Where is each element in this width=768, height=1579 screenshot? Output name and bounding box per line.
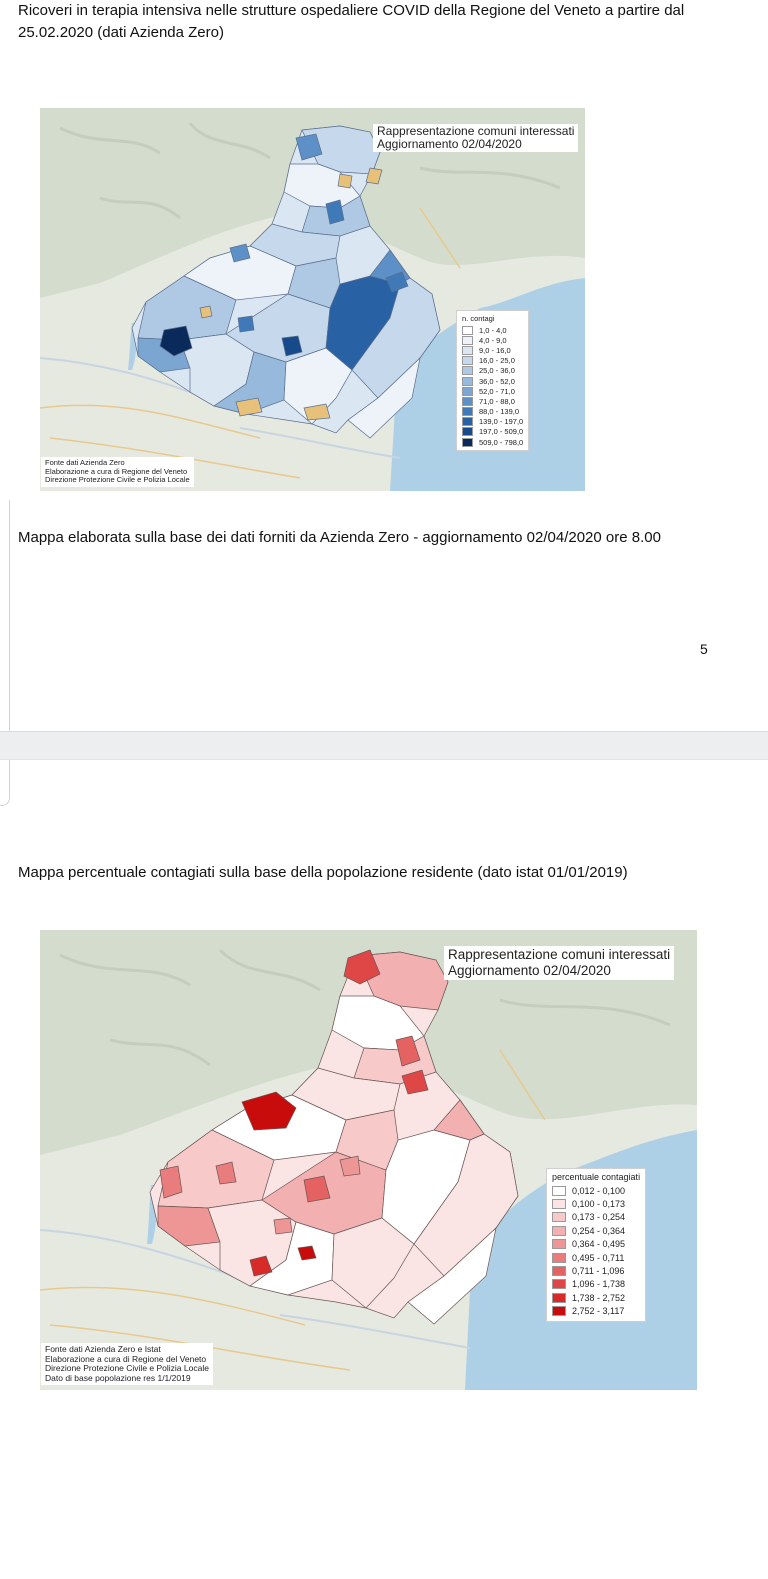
map2-legend-row <box>552 1305 640 1318</box>
map2-header <box>444 946 674 980</box>
map1-legend-swatch <box>462 346 473 355</box>
map2-legend-label: 0,495 - 0,711 <box>572 1252 625 1263</box>
map2-legend-swatch <box>552 1212 566 1222</box>
map1-legend-row <box>462 407 523 417</box>
map2-legend-row <box>552 1211 640 1224</box>
map2-legend-swatch <box>552 1239 566 1249</box>
map1-legend-row <box>462 396 523 406</box>
map2-legend-row <box>552 1238 640 1251</box>
map1-legend-row <box>462 335 523 345</box>
map1-caption: Mappa elaborata sulla base dei dati forniti da Azienda Zero - aggiornamento 02/04/2020 ore 8.00 <box>18 529 661 546</box>
map1-legend-row <box>462 345 523 355</box>
map1-legend-swatch <box>462 336 473 345</box>
map1-legend-swatch <box>462 438 473 447</box>
map1-legend-swatch <box>462 366 473 375</box>
map1-legend-swatch <box>462 397 473 406</box>
map2-legend-label: 0,711 - 1,096 <box>572 1266 625 1277</box>
map-percentuale-figure <box>40 930 697 1390</box>
map2-source-line1: Fonte dati Azienda Zero e Istat <box>45 1344 161 1354</box>
map1-legend-label: 1,0 - 4,0 <box>479 325 507 335</box>
map2-legend-row <box>552 1251 640 1264</box>
map2-legend-swatch <box>552 1306 566 1316</box>
map1-legend-label: 36,0 - 52,0 <box>479 376 515 386</box>
map2-legend-swatch <box>552 1253 566 1263</box>
map1-legend-label: 139,0 - 197,0 <box>479 417 524 427</box>
map1-legend-label: 88,0 - 139,0 <box>479 407 520 417</box>
map1-legend-label: 52,0 - 71,0 <box>479 386 515 396</box>
map2-legend-items <box>552 1184 640 1318</box>
page-number: 5 <box>700 641 708 657</box>
map1-header-line1: Rappresentazione comuni interessati <box>377 124 575 138</box>
map2-legend-label: 1,738 - 2,752 <box>572 1292 626 1303</box>
map1-legend-swatch <box>462 407 473 416</box>
map1-legend-row <box>462 437 523 447</box>
map-contagi-figure <box>40 108 585 491</box>
map2-legend-swatch <box>552 1199 566 1209</box>
map1-header-line2: Aggiornamento 02/04/2020 <box>377 137 522 151</box>
map1-legend-row <box>462 366 523 376</box>
map2-legend-row <box>552 1291 640 1304</box>
document-heading: Ricoveri in terapia intensiva nelle strutture ospedaliere COVID della Regione del Veneto a partire dal 25.02.2020 (dati Azienda Zero) <box>18 2 685 41</box>
map2-legend-swatch <box>552 1279 566 1289</box>
map1-source-line3: Direzione Protezione Civile e Polizia Locale <box>45 475 190 484</box>
map1-legend-label: 16,0 - 25,0 <box>479 356 515 366</box>
map1-legend-label: 509,0 - 798,0 <box>479 437 524 447</box>
map2-header-line1: Rappresentazione comuni interessati <box>448 947 671 962</box>
map1-legend-title: n. contagi <box>462 314 495 323</box>
map1-source <box>41 457 194 487</box>
map2-legend-title: percentuale contagiati <box>552 1172 641 1182</box>
map2-legend-row <box>552 1224 640 1237</box>
map2-legend-swatch <box>552 1226 566 1236</box>
map2-legend-swatch <box>552 1293 566 1303</box>
map1-legend-row <box>462 325 523 335</box>
map2-legend-row <box>552 1264 640 1277</box>
map2-caption: Mappa percentuale contagiati sulla base della popolazione residente (dato istat 01/01/2019) <box>18 864 628 881</box>
page-edge <box>0 500 10 806</box>
map1-legend-swatch <box>462 356 473 365</box>
page-separator <box>0 731 768 760</box>
map2-legend-label: 0,012 - 0,100 <box>572 1185 626 1196</box>
map1-legend-items <box>462 325 523 447</box>
map2-legend-row <box>552 1184 640 1197</box>
map1-source-line1: Fonte dati Azienda Zero <box>45 458 125 467</box>
map1-legend-row <box>462 417 523 427</box>
map1-source-line2: Elaborazione a cura di Regione del Veneto <box>45 466 188 476</box>
map2-source-line3: Direzione Protezione Civile e Polizia Locale <box>45 1363 209 1373</box>
map2-legend-label: 0,254 - 0,364 <box>572 1225 626 1236</box>
map1-legend <box>456 310 529 451</box>
map1-legend-label: 71,0 - 88,0 <box>479 396 515 406</box>
map1-legend-label: 9,0 - 16,0 <box>479 345 511 355</box>
map1-legend-row <box>462 427 523 437</box>
map1-legend-row <box>462 376 523 386</box>
map2-source-line2: Elaborazione a cura di Regione del Veneto <box>45 1353 207 1364</box>
map2-legend-label: 0,173 - 0,254 <box>572 1212 626 1223</box>
map1-legend-label: 4,0 - 9,0 <box>479 335 507 345</box>
map2-legend-label: 0,364 - 0,495 <box>572 1239 626 1250</box>
map2-legend-row <box>552 1197 640 1210</box>
map2-legend-swatch <box>552 1266 566 1276</box>
map2-legend-swatch <box>552 1186 566 1196</box>
map1-legend-label: 197,0 - 509,0 <box>479 427 524 437</box>
map1-legend-swatch <box>462 427 473 436</box>
map2-legend-row <box>552 1278 640 1291</box>
map1-legend-swatch <box>462 326 473 335</box>
map1-legend-swatch <box>462 417 473 426</box>
map2-legend-label: 0,100 - 0,173 <box>572 1199 626 1210</box>
map2-legend <box>546 1168 646 1322</box>
map2-legend-label: 1,096 - 1,738 <box>572 1279 626 1290</box>
map1-legend-swatch <box>462 377 473 386</box>
map1-legend-swatch <box>462 387 473 396</box>
map2-source-line4: Dato di base popolazione res 1/1/2019 <box>45 1372 191 1383</box>
map2-legend-label: 2,752 - 3,117 <box>572 1306 625 1317</box>
map1-header <box>373 124 578 152</box>
map1-legend-row <box>462 356 523 366</box>
map2-header-line2: Aggiornamento 02/04/2020 <box>448 963 611 978</box>
map1-legend-label: 25,0 - 36,0 <box>479 366 515 376</box>
map1-legend-row <box>462 386 523 396</box>
map2-source <box>41 1343 213 1385</box>
